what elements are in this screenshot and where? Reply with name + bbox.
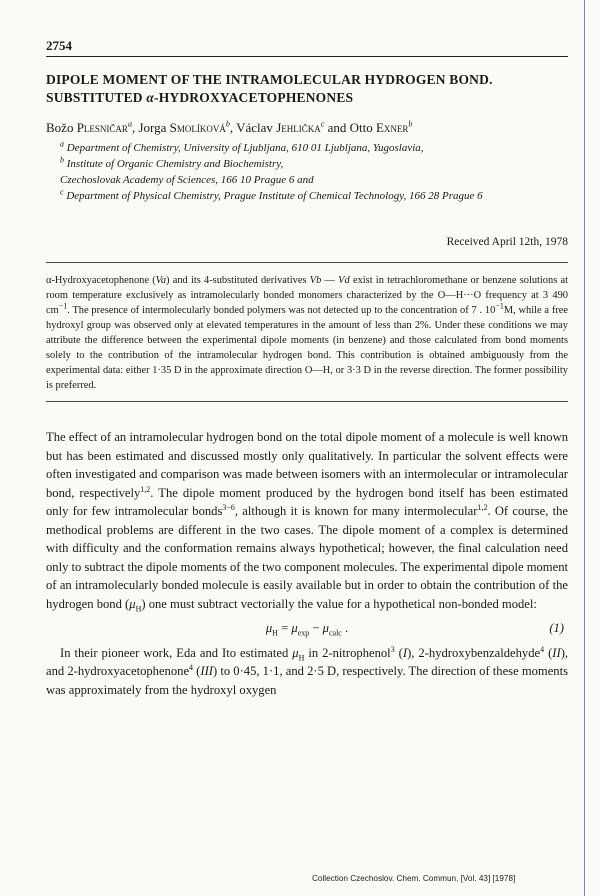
main-text (46, 428, 568, 699)
abstract-text: ) and its 4-substituted derivatives (166, 275, 310, 286)
author-last-name: Plesničar (76, 120, 128, 135)
author-last-name: Jehlička (276, 120, 321, 135)
author-first-name: Božo (46, 120, 74, 135)
mu-symbol: μ (265, 621, 273, 635)
author-separator: , (229, 120, 237, 135)
page-header (46, 38, 568, 57)
affiliation (60, 140, 568, 156)
mu-symbol: μ (322, 621, 329, 635)
equation-end: . (341, 621, 349, 635)
minus-sign: − (309, 621, 323, 635)
author-mark: b (408, 119, 413, 129)
affiliation-text: Department of Chemistry, University of Ljubljana, 610 01 Ljubljana, Yugoslavia, (66, 142, 424, 154)
paragraph-text: The effect of an intramolecular hydrogen bond on the total dipole moment of a molecule is well known but has been estimated and discussed mostly only qualitatively. In particular the solvent effects were often investigated and comparison was made between isomers with an intermolecular or intramolecular bond, respectively (46, 430, 568, 500)
compound-label: Va (155, 275, 167, 286)
received-date: Received April 12th, 1978 (446, 236, 568, 248)
page-number: 2754 (46, 38, 72, 53)
article-title (46, 71, 568, 107)
compound-label: I (402, 645, 408, 660)
author-mark: a (127, 119, 132, 129)
mu-symbol: μ (291, 621, 298, 635)
paragraph-text: ) to 0·45, 1·1, and 2·5 D, respectively. The direction of these moments was approximately from the hydroxyl oxygen (46, 664, 569, 697)
margin-rule (584, 0, 585, 896)
title-alpha: α (146, 90, 154, 105)
citation: 4 (540, 644, 545, 654)
author (236, 120, 324, 135)
citation: 4 (189, 662, 194, 672)
paragraph (46, 644, 568, 700)
exponent: −1 (495, 301, 504, 311)
affiliation-mark: c (60, 187, 64, 197)
author-list (46, 120, 568, 136)
paragraph-text: ) one must subtract vectorially the value for a hypothetical non-bonded model: (141, 596, 537, 611)
affiliation-text: Department of Physical Chemistry, Prague Institute of Chemical Technology, 166 28 Prague 6 (66, 190, 483, 202)
compound-label: III (200, 664, 213, 678)
abstract-top-rule (46, 262, 568, 263)
exponent: −1 (58, 301, 68, 311)
compound-label: II (552, 645, 561, 660)
title-line-2-prefix: SUBSTITUTED (46, 90, 147, 105)
author-first-name: Jorga (138, 120, 167, 135)
paragraph-text: ), and 2-hydroxyacetophenone (46, 645, 569, 678)
author-separator: , (131, 120, 139, 135)
author-mark: b (225, 119, 230, 129)
paragraph-text: ), 2-hydroxybenzaldehyde (407, 645, 541, 660)
citation: 3−6 (222, 502, 235, 512)
author-first-name: Václav (236, 120, 273, 135)
citation: 1,2 (477, 502, 488, 512)
citation: 1,2 (140, 484, 151, 494)
affiliation-mark: a (60, 139, 64, 149)
abstract-bottom-rule (46, 401, 568, 402)
author-last-name: Smolíková (169, 120, 226, 135)
author (46, 120, 132, 135)
author-separator: and (324, 120, 350, 135)
author (350, 120, 413, 135)
affiliation (60, 188, 568, 204)
unit-molar: M (503, 305, 514, 316)
journal-footer: Collection Czechoslov. Chem. Commun. [Vol. 43] [1978] (312, 874, 516, 883)
abstract-text: . The presence of intermolecularly bonded polymers was not detected up to the concentration of 7 . 10 (67, 305, 496, 316)
author-last-name: Exner (375, 120, 409, 135)
author-first-name: Otto (349, 120, 373, 135)
abstract (46, 273, 568, 393)
subscript: H (272, 628, 278, 638)
affiliation (60, 156, 568, 172)
abstract-text: , while a free hydroxyl group was observed only at elevated temperatures in the amount of less than 2%. Under these conditions we may attribute the difference between the experimental dipole moments (in benzene) and those calculated from bond moments solely to the contribution of the intramolecular hydrogen bond. This contribution is obtained ambiguously from the experimental data: either 1·35 D in the approximate direction O—H, or 3·3 D in the reverse direction. The former possibility is preferred. (46, 305, 569, 391)
subscript: exp (297, 628, 310, 638)
abstract-text: — (321, 275, 339, 286)
page (46, 38, 568, 699)
paragraph-text: ( (544, 645, 553, 660)
affiliation-text: Institute of Organic Chemistry and Biochemistry, (66, 158, 284, 170)
compound-label: Vd (338, 275, 350, 286)
affiliation-mark: b (60, 155, 64, 165)
citation: 3 (390, 644, 395, 654)
abstract-text: α-Hydroxyacetophenone ( (46, 275, 156, 286)
subscript: H (298, 653, 305, 663)
paragraph-text: ( (394, 645, 403, 660)
title-line-2 (46, 89, 568, 107)
paragraph-text: In their pioneer work, Eda and Ito estimated (60, 645, 293, 660)
subscript: H (135, 604, 142, 614)
author (138, 120, 229, 135)
equation-body (266, 619, 348, 638)
equation (46, 619, 568, 638)
title-line-2-suffix: -HYDROXYACETOPHENONES (154, 90, 354, 105)
equals-sign: = (277, 621, 292, 635)
paragraph-text: in 2-nitrophenol (304, 645, 391, 660)
subscript: calc (328, 628, 342, 638)
paragraph-text: ( (193, 664, 201, 678)
mu-symbol: μ (292, 645, 299, 660)
affiliations (46, 140, 568, 204)
paragraph-text: . Of course, the methodical problems are different in the two cases. The dipole moment of a complex is determined with difficulty and the conformation remains always hypothetical; however, the final calculation need only to subtract the dipole moments of the two component molecules. The experimental dipole moment of an intramolecularly bonded molecule is easily available but in order to obtain the contribution of the hydrogen bond ( (46, 504, 568, 611)
title-line-1: DIPOLE MOMENT OF THE INTRAMOLECULAR HYDROGEN BOND. (46, 72, 493, 87)
mu-symbol: μ (129, 596, 136, 611)
compound-label: Vb (309, 275, 322, 286)
author-mark: c (320, 119, 325, 129)
paragraph-text: . The dipole moment produced by the hydrogen bond itself has been estimated only for few intramolecular bonds (46, 485, 569, 518)
abstract-text: exist in tetrachloromethane or benzene solutions at room temperature exclusively as intramolecularly bonded monomers characterized by the O—H···O frequency at 3 490 cm (46, 275, 568, 316)
affiliation (60, 172, 568, 188)
paragraph (46, 428, 568, 613)
equation-number: (1) (549, 621, 564, 635)
affiliation-text: Czechoslovak Academy of Sciences, 166 10 Prague 6 and (60, 174, 314, 186)
paragraph-text: , although it is known for many intermolecular (234, 504, 478, 518)
